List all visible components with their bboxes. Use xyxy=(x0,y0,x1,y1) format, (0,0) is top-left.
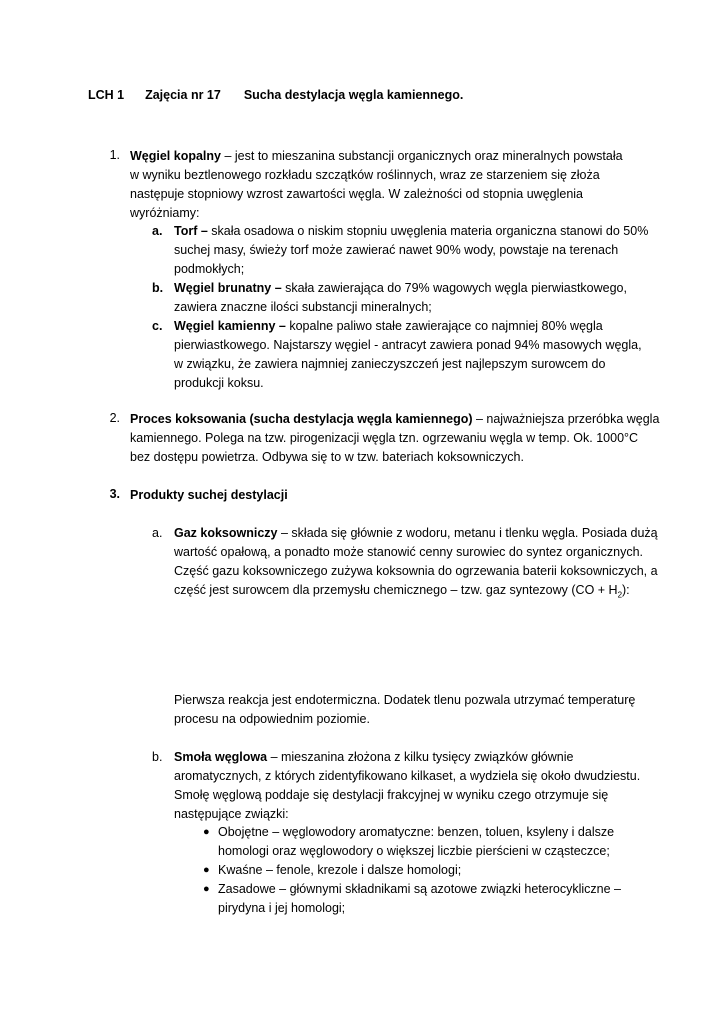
item-3b-line-3: Smołę węglową poddaje się destylacji frakcyjnej w wyniku czego otrzymuje się xyxy=(174,788,609,802)
item-3a-text-4-end: ): xyxy=(622,583,630,597)
bullet-2-line-1: Kwaśne – fenole, krezole i dalsze homologi; xyxy=(218,863,462,877)
item-3a-line-1 xyxy=(174,525,658,541)
item-1a-term: Torf – xyxy=(174,224,208,238)
bullet-icon: ● xyxy=(203,826,210,838)
section-1-line-2: w wyniku beztlenowego rozkładu szczątków roślinnych, wraz ze starzeniem się złoża xyxy=(130,168,600,182)
item-3a-line-4 xyxy=(174,582,630,604)
page-header xyxy=(88,87,463,103)
item-1b-text-1: skała zawierająca do 79% wagowych węgla pierwiastkowego, xyxy=(281,281,627,295)
section-1-term: Węgiel kopalny xyxy=(130,149,221,163)
bullet-1-line-2: homologi oraz węglowodory o większej liczbie pierścieni w cząsteczce; xyxy=(218,844,610,858)
item-3b-label: b. xyxy=(152,750,163,764)
section-2-number: 2. xyxy=(109,411,120,425)
bullet-icon: ● xyxy=(203,864,210,876)
section-2-line-2: kamiennego. Polega na tzw. pirogenizacji węgla tzn. ogrzewaniu węgla w temp. Ok. 1000°C xyxy=(130,431,639,445)
page-title: Sucha destylacja węgla kamiennego. xyxy=(243,88,464,102)
item-1a-line-2: suchej masy, świeży torf może zawierać nawet 90% wody, powstaje na terenach xyxy=(174,243,619,257)
item-1c-line-3: w związku, że zawiera najmniej zanieczyszczeń jest najlepszym surowcem do xyxy=(174,357,606,371)
section-2-line-1 xyxy=(130,411,659,427)
lesson-number: Zajęcia nr 17 xyxy=(145,88,221,102)
item-3b-line-2: aromatycznych, z których zidentyfikowano kilkaset, a wydziela się około dwudziestu. xyxy=(174,769,641,783)
item-1c-label: c. xyxy=(152,319,163,333)
item-3a-para-line-1: Pierwsza reakcja jest endotermiczna. Dodatek tlenu pozwala utrzymać temperaturę xyxy=(174,693,636,707)
item-1c-line-4: produkcji koksu. xyxy=(174,376,264,390)
section-2-line-3: bez dostępu powietrza. Odbywa się to w tzw. bateriach koksowniczych. xyxy=(130,450,524,464)
item-1a-line-1 xyxy=(174,223,648,239)
course-code: LCH 1 xyxy=(88,88,125,102)
section-1-number: 1. xyxy=(109,148,120,162)
bullet-3-line-1: Zasadowe – głównymi składnikami są azotowe związki heterocykliczne – xyxy=(218,882,621,896)
item-3a-text-1: – składa się głównie z wodoru, metanu i tlenku węgla. Posiada dużą xyxy=(277,526,658,540)
bullet-1-line-1: Obojętne – węglowodory aromatyczne: benzen, toluen, ksyleny i dalsze xyxy=(218,825,615,839)
item-1c-line-1 xyxy=(174,318,603,334)
section-3-number: 3. xyxy=(109,487,120,501)
item-3a-line-3: Część gazu koksowniczego zużywa koksownia do ogrzewania baterii koksowniczych, a xyxy=(174,564,658,578)
item-3b-text-1: – mieszanina złożona z kilku tysięcy związków głównie xyxy=(267,750,574,764)
item-1a-label: a. xyxy=(152,224,163,238)
section-1-line-3: następuje stopniowy wzrost zawartości węgla. W zależności od stopnia uwęglenia xyxy=(130,187,584,201)
bullet-icon: ● xyxy=(203,883,210,895)
item-1b-line-1 xyxy=(174,280,627,296)
item-1b-term: Węgiel brunatny – xyxy=(174,281,282,295)
section-1-line-1 xyxy=(130,148,623,164)
item-1a-line-3: podmokłych; xyxy=(174,262,245,276)
item-1b-line-2: zawiera znaczne ilości substancji mineralnych; xyxy=(174,300,432,314)
h2-subscript: 2 xyxy=(617,590,623,600)
item-1a-text-1: skała osadowa o niskim stopniu uwęglenia materia organiczna stanowi do 50% xyxy=(207,224,649,238)
item-3a-para-line-2: procesu na odpowiednim poziomie. xyxy=(174,712,370,726)
section-1-text-1: – jest to mieszanina substancji organicznych oraz mineralnych powstała xyxy=(221,149,623,163)
item-1c-line-2: pierwiastkowego. Najstarszy węgiel - antracyt zawiera ponad 94% masowych węgla, xyxy=(174,338,642,352)
item-3a-line-2: wartość opałową, a ponadto może stanowić cenny surowiec do syntez organicznych. xyxy=(174,545,644,559)
item-3a-text-4: część jest surowcem dla przemysłu chemicznego – tzw. gaz syntezowy (CO + H xyxy=(174,583,618,597)
item-1b-label: b. xyxy=(152,281,164,295)
item-1c-term: Węgiel kamienny – xyxy=(174,319,286,333)
item-3a-label: a. xyxy=(152,526,163,540)
item-1c-text-1: kopalne paliwo stałe zawierające co najmniej 80% węgla xyxy=(285,319,603,333)
bullet-3-line-2: pirydyna i jej homologi; xyxy=(218,901,346,915)
section-1-line-4: wyróżniamy: xyxy=(130,206,200,220)
item-3a-term: Gaz koksowniczy xyxy=(174,526,278,540)
item-3b-line-1 xyxy=(174,749,573,765)
section-2-text-1: – najważniejsza przeróbka węgla xyxy=(472,412,660,426)
item-3b-term: Smoła węglowa xyxy=(174,750,268,764)
section-3-title: Produkty suchej destylacji xyxy=(130,488,288,502)
section-2-term: Proces koksowania (sucha destylacja węgla kamiennego) xyxy=(130,412,473,426)
item-3b-line-4: następujące związki: xyxy=(174,807,289,821)
